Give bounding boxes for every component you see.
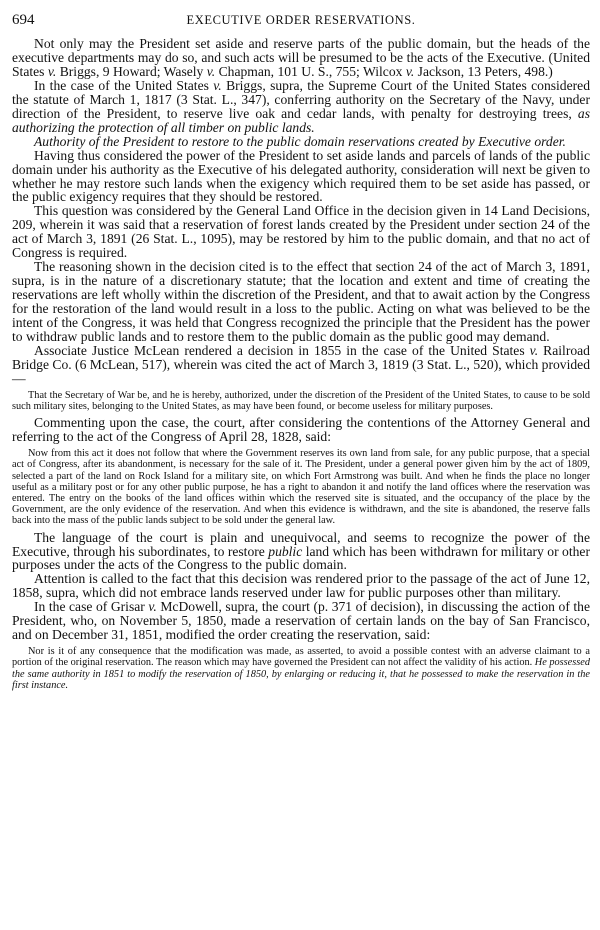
text-run: This question was considered by the General Land Office in the decision given in 14 Land Decisions, 209, wherein it was said that a reservation of forest lands created by the President under section 24 of the act of March 3, 1891 (26 Stat. L., 1095), may be restored by him to the public domain, and that no act of Congress is required. bbox=[12, 203, 590, 261]
italic-text: v. bbox=[405, 63, 415, 79]
text-run: Associate Justice McLean rendered a decision in 1855 in the case of the United States bbox=[34, 342, 530, 358]
text-run: In the case of Grisar bbox=[34, 599, 149, 615]
text-run: The language of the court is plain and unequivocal, and seems to recognize the power of the Executive, through his subordinates, to restore bbox=[12, 529, 590, 559]
text-run: Now from this act it does not follow that where the Government reserves its own land from sale, for any public purpose, that a special act of Congress, after its abandonment, is necessary for the sale of it. The President, under a general power given him by the act of 1809, selected a part of the land on Rock Island for a military site, on which Fort Armstrong was built. And when he finds the place no longer useful as a military post or for any other public purpose, he has a right to abandon it and notify the land offices where the reservation was entered. The entry on the books of the land offices within which the reserved site is situated, and the occupancy of the place by the Government, are the only evidence of the reservation. And when this evidence is withdrawn, and the site is abandoned, the reserve falls back into the mass of the public lands subject to be sold under the general law. bbox=[12, 448, 590, 527]
italic-text: v. bbox=[206, 63, 216, 79]
paragraph bbox=[12, 149, 590, 205]
block-quote bbox=[12, 646, 590, 691]
text-run: McDowell, supra, the court (p. 371 of decision), in discussing the action of the President, who, on November 5, 1850, made a reservation of certain lands on the bay of San Francisco, and on December 31, 1851, modified the order creating the reservation, said: bbox=[12, 599, 590, 643]
text-run: Not only may the President set aside and reserve parts of the public domain, but the heads of the executive departments may do so, and such acts will be presumed to be the acts of the Executive. (United States bbox=[12, 36, 590, 79]
text-run: The reasoning shown in the decision cited is to the effect that section 24 of the act of March 3, 1891, supra, is in the nature of a discretionary statute; that the location and extent and time of creating the reservations are left wholly within the discretion of the President, and that to await action by the Congress for the restoration of the land would result in a loss to the public. Acting on what was believed to be the intent of the Congress, it was held that Congress recognized the principle that the President has the power to withdraw public lands and to restore them to the public domain as the public good may demand. bbox=[12, 259, 590, 345]
text-run: Authority of the President to restore to the public domain reservations created by Executive order. bbox=[34, 133, 566, 149]
italic-text: v. bbox=[213, 77, 222, 93]
text-run: Commenting upon the case, the court, after considering the contentions of the Attorney General and referring to the act of the Congress of April 28, 1828, said: bbox=[12, 415, 590, 445]
block-quote bbox=[12, 448, 590, 526]
text-run: Railroad Bridge Co. (6 McLean, 517), wherein was cited the act of March 3, 1819 (3 Stat. L., 520), which provided— bbox=[12, 342, 590, 386]
italic-text: v. bbox=[529, 342, 539, 358]
block-quote bbox=[12, 390, 590, 412]
italic-text: as authorizing the protection of all timber on public lands. bbox=[12, 105, 590, 135]
paragraph bbox=[12, 344, 590, 386]
italic-text: He possessed the same authority in 1851 to modify the reservation of 1850, by enlarging or reducing it, that he possessed to make the reservation in the first instance. bbox=[12, 657, 590, 691]
paragraph bbox=[12, 37, 590, 79]
section-heading bbox=[12, 135, 590, 149]
page-number: 694 bbox=[12, 12, 35, 28]
running-head: EXECUTIVE ORDER RESERVATIONS. bbox=[186, 13, 416, 27]
paragraph bbox=[12, 204, 590, 260]
italic-text: v. bbox=[47, 63, 57, 79]
italic-text: v. bbox=[148, 599, 157, 615]
text-run: In the case of the United States bbox=[34, 77, 214, 93]
paragraph bbox=[12, 572, 590, 600]
paragraph bbox=[12, 600, 590, 642]
paragraph bbox=[12, 416, 590, 444]
text-run: Having thus considered the power of the President to set aside lands and parcels of lands of the public domain under his authority as the Executive of his delegated authority, consideration will next be given to whether he may restore such lands when the exigency which required them to be set aside has passed, or the public exigency requires that they should be restored. bbox=[12, 147, 590, 205]
page-header bbox=[12, 12, 590, 28]
document-body bbox=[12, 37, 590, 691]
text-run: Briggs, 9 Howard; Wasely bbox=[56, 63, 207, 79]
text-run: Briggs, supra, the Supreme Court of the United States considered the statute of March 1, 1817 (3 Stat. L., 347), conferring authority on the Secretary of the Navy, under direction of the President, to reserve live oak and cedar lands, with penalty for destroying trees, bbox=[12, 77, 590, 121]
italic-text: public bbox=[268, 543, 303, 559]
paragraph bbox=[12, 531, 590, 573]
text-run: Attention is called to the fact that this decision was rendered prior to the passage of the act of June 12, 1858, supra, which did not embrace lands reserved under law for public purposes other than military. bbox=[12, 571, 590, 601]
paragraph bbox=[12, 79, 590, 135]
text-run: Jackson, 13 Peters, 498.) bbox=[414, 63, 553, 79]
text-run: Nor is it of any consequence that the modification was made, as asserted, to avoid a possible contest with an adverse claimant to a portion of the original reservation. The reason which may have governed the President can not affect the validity of his action. bbox=[12, 646, 590, 669]
text-run: land which has been withdrawn for military or other purposes under the acts of the Congress to the public domain. bbox=[12, 543, 590, 573]
text-run: That the Secretary of War be, and he is hereby, authorized, under the discretion of the President of the United States, to cause to be sold such military sites, belonging to the United States, as may have been found, or become useless for military purposes. bbox=[12, 389, 590, 413]
text-run: Chapman, 101 U. S., 755; Wilcox bbox=[215, 63, 406, 79]
paragraph bbox=[12, 260, 590, 344]
